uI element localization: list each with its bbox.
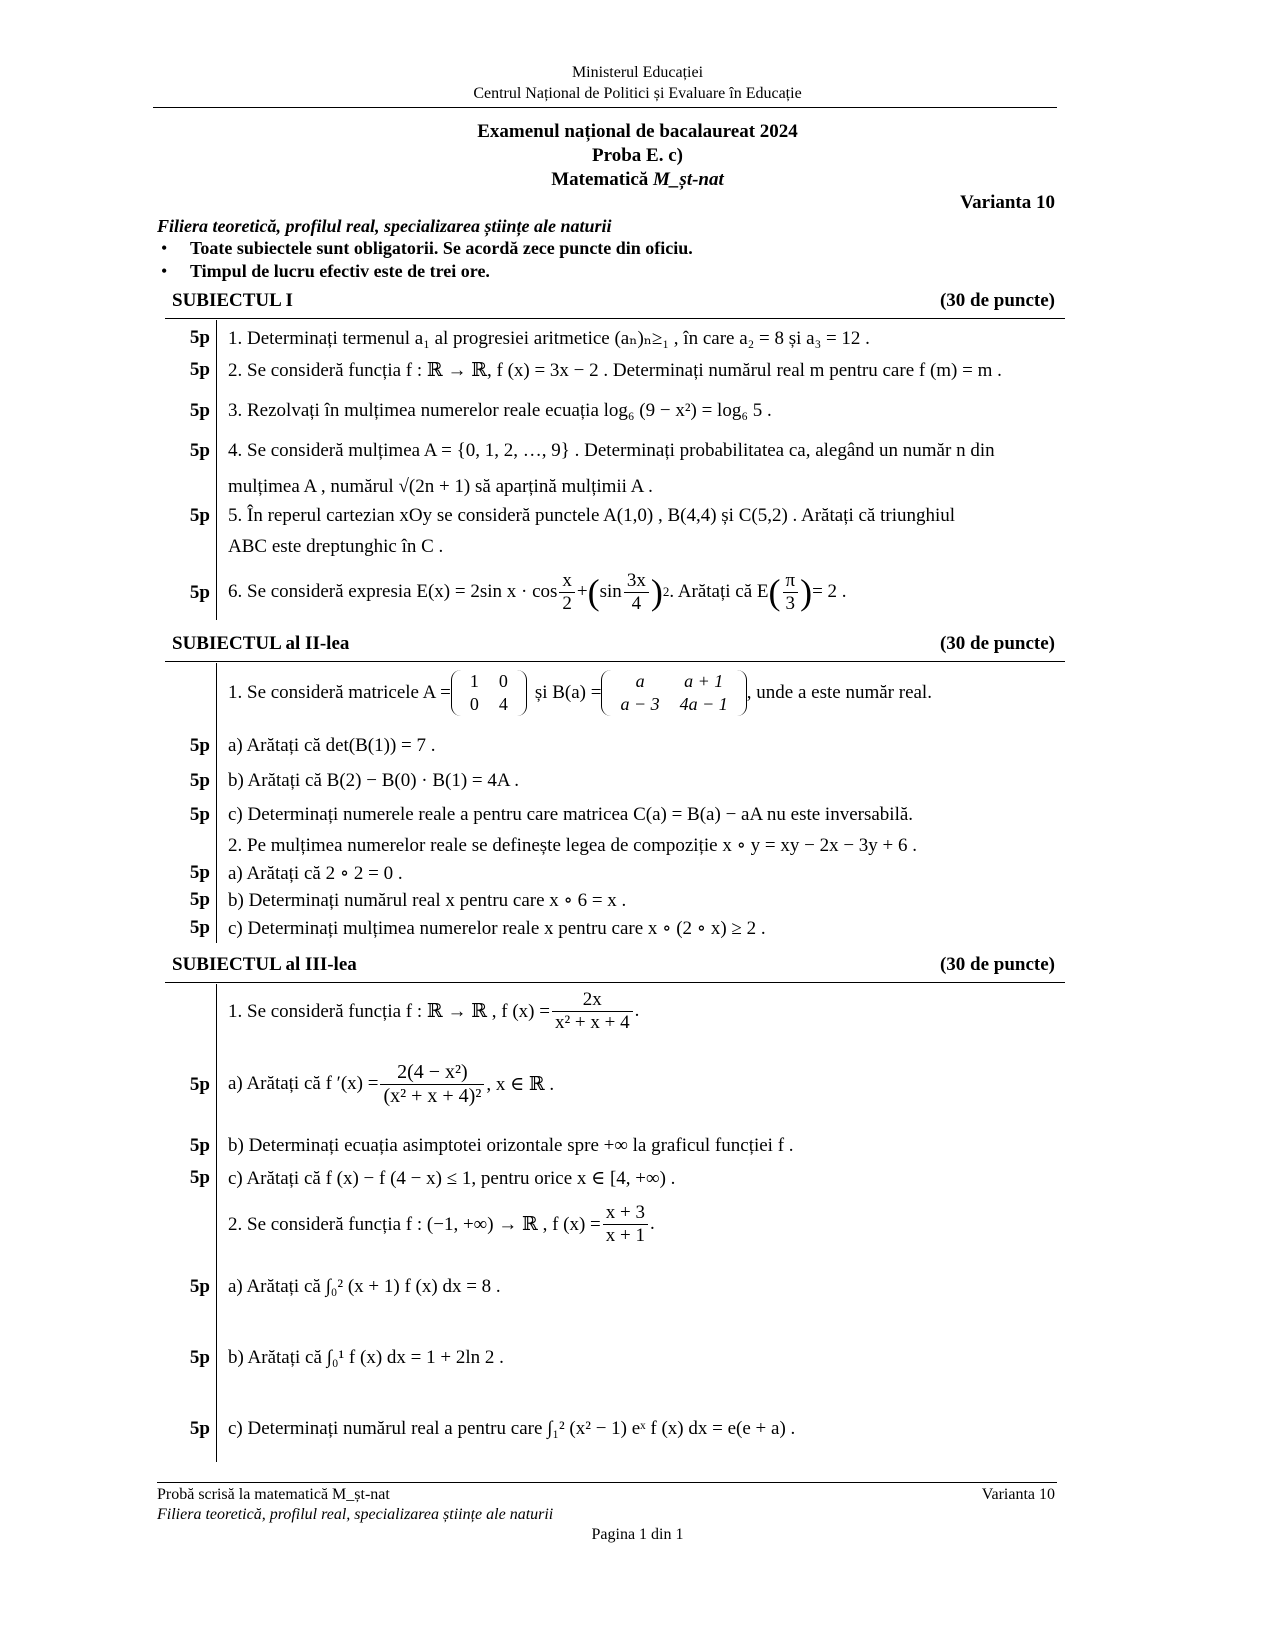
variant-label: Varianta 10	[960, 192, 1055, 213]
s2-p1-b: b) Arătați că B(2) − B(0) · B(1) = 4A .	[228, 770, 520, 791]
s3-p2-c: c) Determinați numărul real a pentru care ∫₁² (x² − 1) eˣ f (x) dx = e(e + a) .	[228, 1418, 796, 1439]
subject2-points: (30 de puncte)	[939, 633, 1055, 654]
page-number: Pagina 1 din 1	[591, 1526, 684, 1543]
points-badge: 5p	[189, 505, 210, 526]
header-rule	[153, 107, 1057, 108]
s1-question-2: 2. Se consideră funcția f : ℝ → ℝ, f (x) = 3x − 2 . Determinați numărul real m pentru care f (m) = m .	[228, 360, 1002, 381]
s3-p2-b: b) Arătați că ∫₀¹ f (x) dx = 1 + 2ln 2 .	[228, 1347, 504, 1368]
s3-p1-c: c) Arătați că f (x) − f (4 − x) ≤ 1, pentru orice x ∈ [4, +∞) .	[228, 1168, 676, 1189]
points-badge: 5p	[189, 440, 210, 461]
points-badge: 5p	[189, 735, 210, 756]
s2-p2-b: b) Determinați numărul real x pentru care x ∘ 6 = x .	[228, 890, 627, 911]
subject2-title: SUBIECTUL al II-lea	[172, 633, 350, 654]
subject1-points: (30 de puncte)	[939, 290, 1055, 311]
ministry-header: Ministerul Educației	[571, 64, 704, 81]
bullet-icon: •	[161, 261, 168, 281]
instruction-1: Toate subiectele sunt obligatorii. Se acordă zece puncte din oficiu.	[190, 238, 693, 258]
fraction: $\frac{\pi}{3}$	[783, 570, 799, 615]
s3-p1-a: a) Arătați că f ′(x) = $\frac{\text{2(4 − x²)}}{\text{(x² + x + 4)²}}$ , x ∈ ℝ .	[228, 1060, 555, 1107]
points-badge: 5p	[189, 582, 210, 603]
points-badge: 5p	[189, 1347, 210, 1368]
points-badge: 5p	[189, 770, 210, 791]
fraction: $\frac{2x}{\text{x² + x + 4}}$	[552, 989, 633, 1034]
s2-problem-1-intro: 1. Se consideră matricele A = 1 0 0 4 și B(a) = a a + 1 a − 3 4a − 1 , unde a este număr real.	[228, 671, 932, 714]
matrix-b: a a + 1 a − 3 4a − 1	[601, 670, 746, 716]
matrix-a: 1 0 0 4	[451, 670, 527, 716]
s1-question-6: 6. Se consideră expresia E(x) = 2sin x · cos $\frac{x}{2}$ + ( sin $\frac{3x}{4}$ ) 2 . Arătați că E ( $\frac{\pi}{3}$ ) = 2 .	[228, 569, 847, 614]
footer-variant: Varianta 10	[981, 1486, 1055, 1503]
center-header: Centrul Național de Politici și Evaluare în Educație	[473, 85, 802, 102]
points-badge: 5p	[189, 917, 210, 938]
s2-p2-c: c) Determinați mulțimea numerelor reale x pentru care x ∘ (2 ∘ x) ≥ 2 .	[228, 918, 766, 939]
fraction: $\frac{\text{2(4 − x²)}}{\text{(x² + x + 4)²}}$	[380, 1061, 484, 1108]
points-badge: 5p	[189, 359, 210, 380]
bullet-icon: •	[161, 238, 168, 258]
subject3-margin-line	[216, 984, 217, 1462]
subject1-rule	[165, 318, 1065, 319]
fraction: $\frac{x + 3}{x + 1}$	[603, 1202, 648, 1247]
points-badge: 5p	[189, 804, 210, 825]
s1-question-1: 1. Determinați termenul a₁ al progresiei aritmetice (aₙ)ₙ≥₁ , în care a₂ = 8 și a₃ = 12 .	[228, 328, 870, 349]
s2-p1-a: a) Arătați că det(B(1)) = 7 .	[228, 735, 436, 756]
subject2-margin-line	[216, 663, 217, 943]
fraction: $\frac{3x}{4}$	[624, 570, 649, 615]
points-badge: 5p	[189, 400, 210, 421]
points-badge: 5p	[189, 1135, 210, 1156]
s1-question-4-line2: mulțimea A , numărul √(2n + 1) să aparțină mulțimii A .	[228, 476, 653, 497]
footer-left-1: Probă scrisă la matematică M_șt-nat	[157, 1486, 390, 1503]
points-badge: 5p	[189, 862, 210, 883]
subject3-rule	[165, 982, 1065, 983]
points-badge: 5p	[189, 1276, 210, 1297]
s1-question-5-line2: ABC este dreptunghic în C .	[228, 536, 444, 557]
exam-subject: Matematică M_șt-nat	[551, 169, 724, 190]
points-badge: 5p	[189, 327, 210, 348]
points-badge: 5p	[189, 889, 210, 910]
s3-problem-2-intro: 2. Se consideră funcția f : (−1, +∞) → ℝ , f (x) = $\frac{x + 3}{x + 1}$ .	[228, 1201, 655, 1246]
points-badge: 5p	[189, 1418, 210, 1439]
instruction-2: Timpul de lucru efectiv este de trei ore.	[190, 261, 490, 281]
s1-question-4-line1: 4. Se consideră mulțimea A = {0, 1, 2, …, 9} . Determinați probabilitatea ca, alegând un număr n din	[228, 440, 995, 461]
filiera-text: Filiera teoretică, profilul real, specializarea științe ale naturii	[157, 216, 612, 236]
subject2-rule	[165, 661, 1065, 662]
s2-p2-a: a) Arătați că 2 ∘ 2 = 0 .	[228, 863, 403, 884]
fraction: $\frac{x}{2}$	[559, 570, 575, 615]
footer-rule	[157, 1482, 1057, 1483]
s3-p1-b: b) Determinați ecuația asimptotei orizontale spre +∞ la graficul funcției f .	[228, 1135, 794, 1156]
s2-p1-c: c) Determinați numerele reale a pentru care matricea C(a) = B(a) − aA nu este inversabilă.	[228, 804, 914, 825]
subject1-margin-line	[216, 320, 217, 620]
s2-problem-2-intro: 2. Pe mulțimea numerelor reale se definește legea de compoziție x ∘ y = xy − 2x − 3y + 6 .	[228, 835, 918, 856]
exam-title: Examenul național de bacalaureat 2024	[477, 121, 798, 142]
s1-question-3: 3. Rezolvați în mulțimea numerelor reale ecuația log₆ (9 − x²) = log₆ 5 .	[228, 400, 772, 421]
points-badge: 5p	[189, 1074, 210, 1095]
subject3-title: SUBIECTUL al III-lea	[172, 954, 357, 975]
subject1-title: SUBIECTUL I	[172, 290, 293, 311]
footer-left-2: Filiera teoretică, profilul real, specializarea științe ale naturii	[157, 1506, 554, 1523]
s1-question-5-line1: 5. În reperul cartezian xOy se consideră punctele A(1,0) , B(4,4) și C(5,2) . Arătați că triunghiul	[228, 505, 956, 526]
exam-proba: Proba E. c)	[592, 145, 683, 166]
s3-problem-1-intro: 1. Se consideră funcția f : ℝ → ℝ , f (x) = $\frac{2x}{\text{x² + x + 4}}$ .	[228, 988, 640, 1033]
points-badge: 5p	[189, 1167, 210, 1188]
s3-p2-a: a) Arătați că ∫₀² (x + 1) f (x) dx = 8 .	[228, 1276, 501, 1297]
subject3-points: (30 de puncte)	[939, 954, 1055, 975]
